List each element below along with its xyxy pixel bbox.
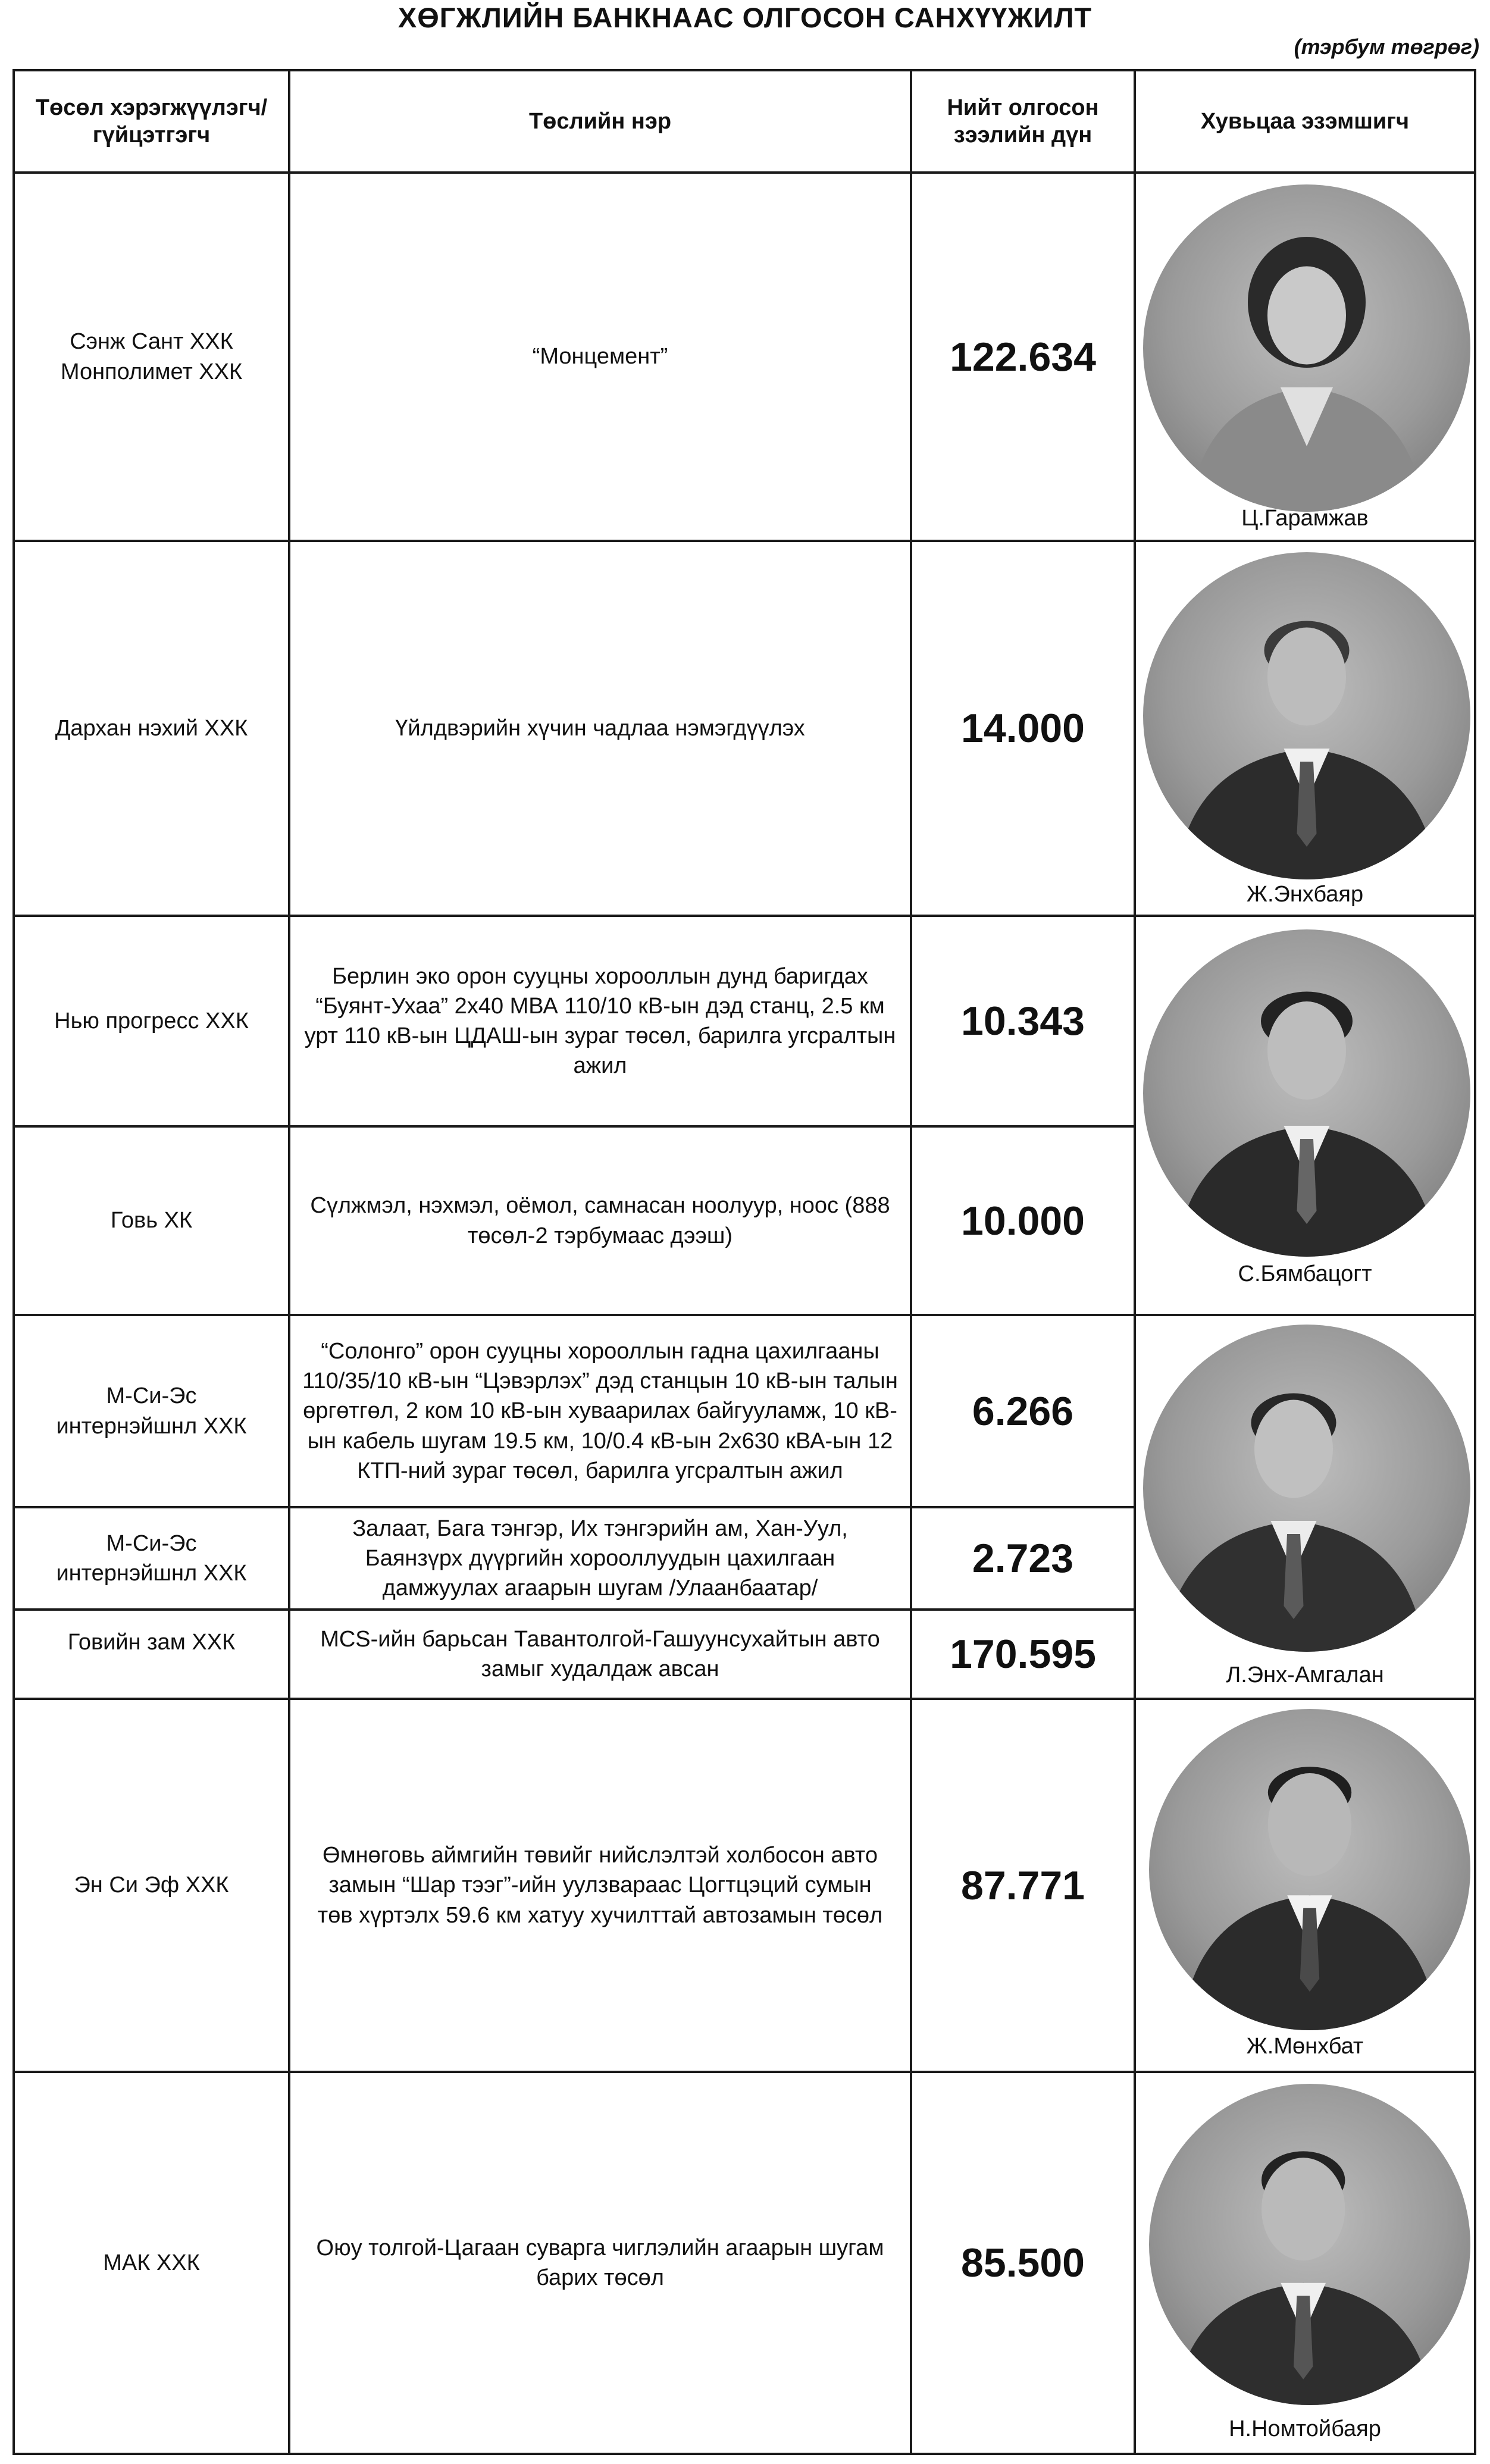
header-owner: Хувьцаа эзэмшигч <box>1200 108 1410 134</box>
amount-cell: 85.500 <box>961 2240 1085 2285</box>
owner-photo <box>1143 1325 1470 1652</box>
amount-cell: 10.343 <box>961 998 1085 1044</box>
project-cell: Берлин эко орон сууцны хорооллын дунд баригдах “Буянт-Ухаа” 2х40 МВА 110/10 кВ-ын дэд станц, 2.5 км урт 110 кВ-ын ЦДАШ-ын зураг төсөл, барилга угсралтын ажил <box>304 963 896 1079</box>
project-cell: Сүлжмэл, нэхмэл, оёмол, самнасан ноолуур, ноос (888 төсөл-2 тэрбумаас дээш) <box>310 1193 890 1248</box>
owner-photo <box>1143 184 1470 512</box>
amount-cell: 14.000 <box>961 706 1085 751</box>
amount-cell: 170.595 <box>950 1632 1096 1677</box>
header-project: Төслийн нэр <box>528 108 672 134</box>
table-border-right <box>1474 69 1476 2455</box>
header-implementer: Төсөл хэрэгжүүлэгч/ гүйцэтгэгч <box>35 95 268 148</box>
project-cell: Залаат, Бага тэнгэр, Их тэнгэрийн ам, Хан-Уул, Баянзүрх дүүргийн хорооллуудын цахилгаан дамжуулах агаарын шугам /Улаанбаатар/ <box>352 1516 848 1601</box>
implementer-cell: Дархан нэхий ХХК <box>55 715 248 741</box>
amount-cell: 6.266 <box>972 1388 1074 1434</box>
amount-cell: 122.634 <box>950 334 1096 380</box>
owner-photo <box>1149 1709 1470 2030</box>
implementer-cell: М-Си-Эс интернэйшнл ХХК <box>56 1530 247 1586</box>
amount-cell: 10.000 <box>961 1198 1085 1244</box>
implementer-cell: Говь ХК <box>110 1208 193 1233</box>
owner-photo <box>1143 552 1470 879</box>
unit-label: (тэрбум төгрөг) <box>1294 35 1479 59</box>
owner-photo <box>1149 2084 1470 2405</box>
owner-name: Л.Энх-Амгалан <box>1226 1663 1384 1687</box>
portrait-man-icon <box>1149 1709 1470 2030</box>
implementer-cell: Сэнж Сант ХХК Монполимет ХХК <box>60 329 243 384</box>
financing-table <box>12 69 1476 2455</box>
project-cell: “Солонго” орон сууцны хорооллын гадна цахилгааны 110/35/10 кВ-ын “Цэвэрлэх” дэд станцын 10 кВ-ын талын өргөтгөл, 2 ком 10 кВ-ын хуваарилах байгууламж, 10 кВ-ын кабель шугам 19.5 км, 10/0.4 кВ-ын 2х630 кВА-ын 12 КТП-ний зураг төсөл, барилга угсралтын ажил <box>302 1339 898 1483</box>
owner-name: Ж.Энхбаяр <box>1246 882 1364 907</box>
implementer-cell: М-Си-Эс интернэйшнл ХХК <box>56 1383 247 1439</box>
project-cell: MCS-ийн барьсан Тавантолгой-Гашуунсухайтын авто замыг худалдаж авсан <box>320 1626 880 1682</box>
project-cell: Оюу толгой-Цагаан суварга чиглэлийн агаарын шугам барих төсөл <box>316 2235 884 2290</box>
owner-photo <box>1143 929 1470 1257</box>
page-title: ХӨГЖЛИЙН БАНКНААС ОЛГОСОН САНХҮҮЖИЛТ <box>397 2 1093 33</box>
implementer-cell: Говийн зам ХХК <box>67 1630 236 1655</box>
owner-name: Н.Номтойбаяр <box>1229 2416 1381 2441</box>
owner-name: С.Бямбацогт <box>1238 1261 1372 1286</box>
implementer-cell: МАК ХХК <box>103 2250 200 2275</box>
header-loan-amount: Нийт олгосон зээлийн дүн <box>947 95 1099 148</box>
amount-cell: 87.771 <box>961 1862 1085 1908</box>
portrait-man-icon <box>1149 2084 1470 2405</box>
owner-name: Ц.Гарамжав <box>1241 506 1369 531</box>
amount-cell: 2.723 <box>972 1536 1074 1581</box>
project-cell: Өмнөговь аймгийн төвийг нийслэлтэй холбосон авто замын “Шар тээг”-ийн уулзвараас Цогтцэций сумын төв хүртэлх 59.6 км хатуу хучилттай автозамын төсөл <box>317 1843 883 1928</box>
owner-name: Ж.Мөнхбат <box>1246 2034 1364 2059</box>
project-cell: “Монцемент” <box>532 344 668 370</box>
portrait-man-icon <box>1143 929 1470 1257</box>
project-cell: Үйлдвэрийн хүчин чадлаа нэмэгдүүлэх <box>395 715 805 741</box>
portrait-man-icon <box>1143 552 1470 879</box>
implementer-cell: Эн Си Эф ХХК <box>74 1873 229 1898</box>
implementer-cell: Нью прогресс ХХК <box>54 1008 249 1034</box>
portrait-man-icon <box>1143 1325 1470 1652</box>
portrait-woman-icon <box>1143 184 1470 512</box>
table-border-bottom <box>12 2453 1476 2455</box>
